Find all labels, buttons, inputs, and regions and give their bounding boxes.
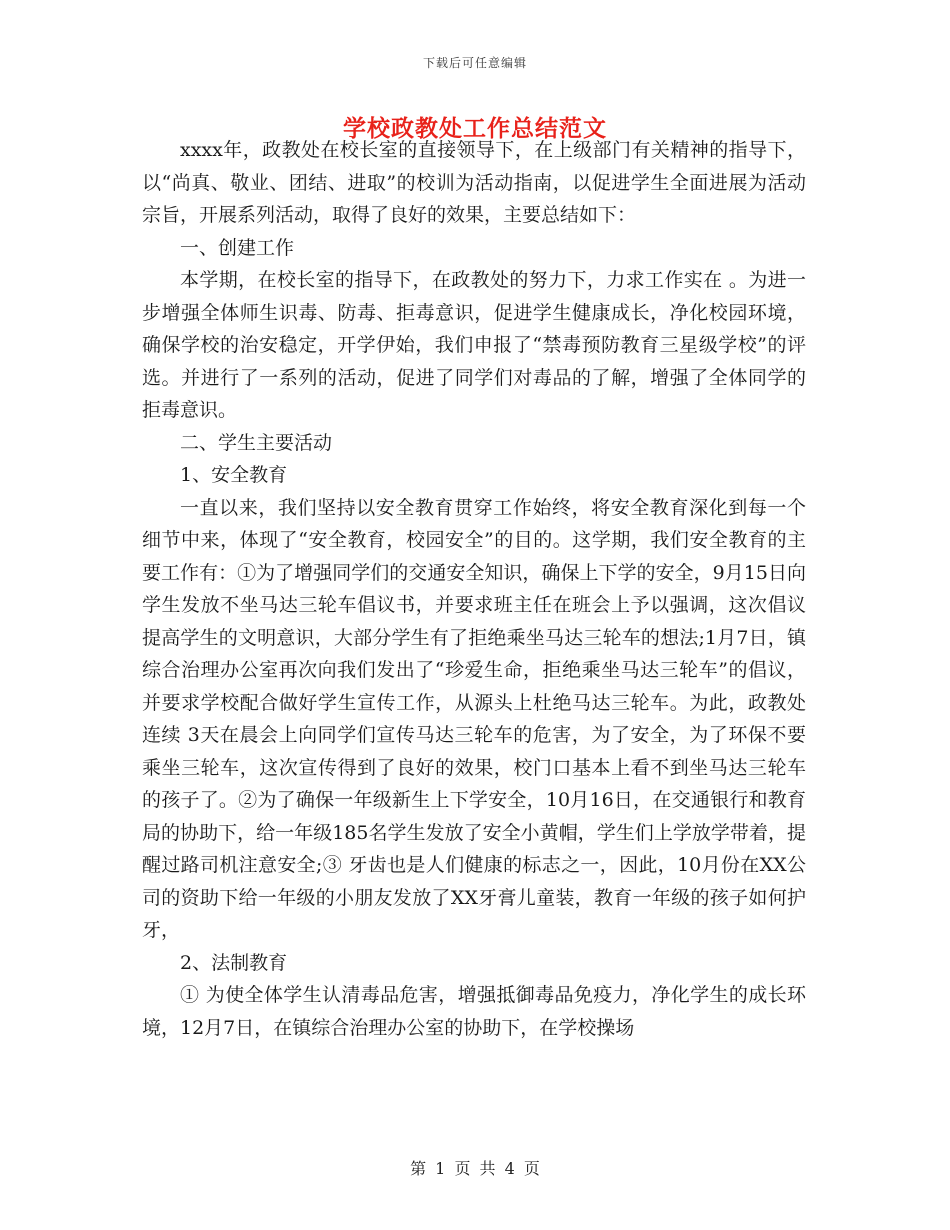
section-heading-creation: 一、创建工作 [180, 236, 295, 259]
creation-paragraph: 本学期，在校长室的指导下，在政教处的努力下，力求工作实在 。为进一步增强全体师生识毒、防毒、拒毒意识，促进学生健康成长，净化校园环境，确保学校的治安稳定，开学伊始，我们申报了“禁毒预防教育三星级学校”的评选。并进行了一系列的活动，促进了同学们对毒品的了解，增强了全体同学的拒毒意识。 [142, 269, 806, 421]
header-note: 下载后可任意编辑 [422, 56, 527, 70]
document-body [142, 134, 806, 1044]
page-footer: 第 1 页 共 4 页 [410, 1159, 540, 1178]
intro-paragraph: xxxx年，政教处在校长室的直接领导下，在上级部门有关精神的指导下，以“尚真、敬业、团结、进取”的校训为活动指南，以促进学生全面进展为活动宗旨，开展系列活动，取得了良好的效果，主要总结如下： [142, 139, 806, 226]
safety-paragraph: 一直以来，我们坚持以安全教育贯穿工作始终，将安全教育深化到每一个细节中来，体现了“安全教育，校园安全”的目的。这学期，我们安全教育的主要工作有：①为了增强同学们的交通安全知识，确保上下学的安全，9月15日向学生发放不坐马达三轮车倡议书，并要求班主任在班会上予以强调，这次倡议提高学生的文明意识，大部分学生有了拒绝乘坐马达三轮车的想法;1月7日，镇综合治理办公室再次向我们发出了“珍爱生命，拒绝乘坐马达三轮车”的倡议，并要求学校配合做好学生宣传工作，从源头上杜绝马达三轮车。为此，政教处连续 3天在晨会上向同学们宣传马达三轮车的危害，为了安全，为了环保不要乘坐三轮车，这次宣传得到了良好的效果，校门口基本上看不到坐马达三轮车的孩子了。②为了确保一年级新生上下学安全，10月16日，在交通银行和教育局的协助下，给一年级185名学生发放了安全小黄帽，学生们上学放学带着，提醒过路司机注意安全;③ 牙齿也是人们健康的标志之一，因此，10月份在XX公司的资助下给一年级的小朋友发放了XX牙膏儿童装，教育一年级的孩子如何护牙， [142, 496, 806, 941]
section-heading-activities: 二、学生主要活动 [180, 431, 333, 454]
legal-paragraph: ① 为使全体学生认清毒品危害，增强抵御毒品免疫力，净化学生的成长环境，12月7日，在镇综合治理办公室的协助下，在学校操场 [142, 984, 806, 1039]
subheading-safety: 1、安全教育 [180, 464, 288, 486]
document-title: 学校政教处工作总结范文 [343, 115, 607, 142]
subheading-legal: 2、法制教育 [180, 951, 288, 974]
